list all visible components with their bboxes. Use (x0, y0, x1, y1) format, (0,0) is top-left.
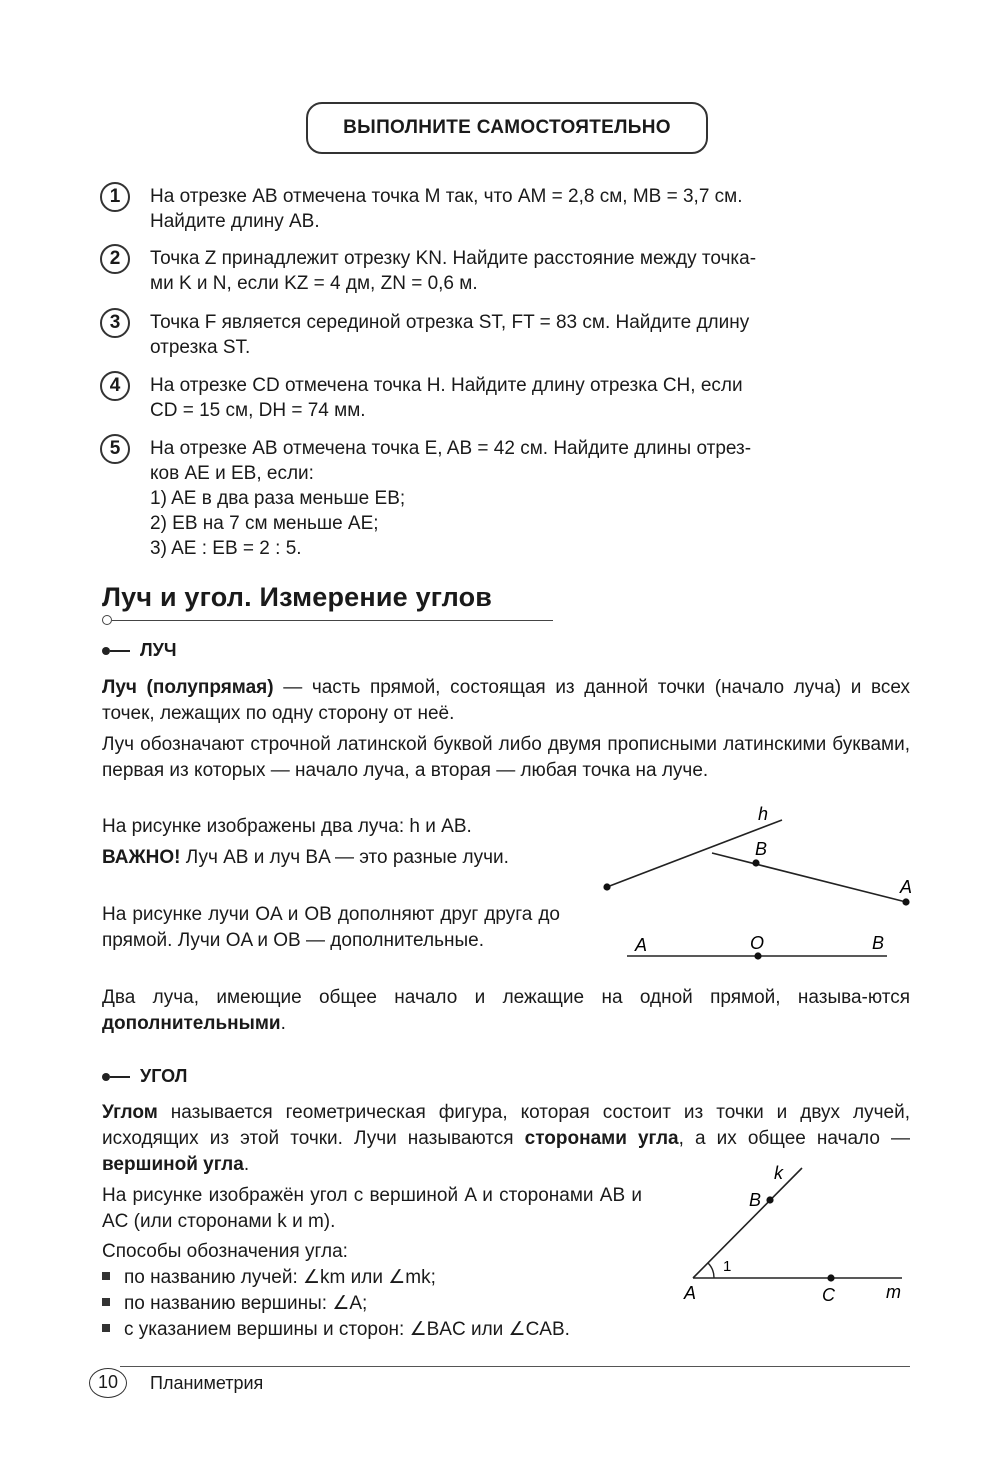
task-number: 3 (100, 308, 130, 338)
label-a2: A (635, 935, 648, 955)
task-2 (100, 246, 912, 296)
task-line: ков AE и EB, если: (150, 463, 314, 484)
task-number: 2 (100, 244, 130, 274)
label-m: m (886, 1282, 901, 1302)
ray-notation: Луч обозначают строчной латинской буквой либо двумя прописными латинскими буквами, первая из которых — начало луча, а вторая — любая точка на луче. (102, 734, 910, 781)
ray-k (693, 1168, 802, 1278)
task-subitem: 1) AE в два раза меньше EB; (150, 488, 406, 509)
label-a: A (684, 1283, 697, 1303)
way-text: по названию вершины: ∠A; (124, 1293, 368, 1314)
task-number: 5 (100, 434, 130, 464)
task-line: Найдите длину AB. (150, 211, 320, 232)
label-b: B (755, 839, 768, 859)
square-bullet-icon (102, 1324, 110, 1332)
section-title: Луч и угол. Измерение углов (102, 582, 493, 612)
complement-definition (102, 985, 910, 1037)
label-b2: B (872, 933, 885, 953)
important-text: Луч AB и луч BA — это разные лучи. (180, 847, 509, 868)
section-banner: ВЫПОЛНИТЕ САМОСТОЯТЕЛЬНО (306, 102, 708, 154)
task-line: На отрезке AB отмечена точка M так, что AM = 2,8 см, MB = 3,7 см. (150, 186, 743, 207)
way-text: с указанием вершины и сторон: ∠BAC или ∠CAB. (124, 1319, 570, 1340)
definition-text: — часть прямой, состоящая из данной точки (начало луча) и всех точек, лежащих по одну сторону от неё. (102, 677, 910, 724)
title-underline (112, 620, 553, 621)
point-c (827, 1274, 834, 1281)
footer-rule (120, 1366, 910, 1367)
task-subitem: 3) AE : EB = 2 : 5. (150, 538, 302, 559)
angle-way-item (102, 1265, 436, 1291)
term: Углом (102, 1102, 158, 1123)
definition-end: . (243, 1154, 250, 1175)
label-o: O (750, 933, 765, 953)
ray-figure-text: На рисунке изображены два луча: h и AB. (102, 816, 472, 837)
angle-ways-title: Способы обозначения угла: (102, 1241, 348, 1262)
label-angle-1: 1 (723, 1258, 732, 1275)
dash-icon (110, 650, 130, 652)
point-a (902, 898, 909, 905)
square-bullet-icon (102, 1272, 110, 1280)
task-line: Точка Z принадлежит отрезку KN. Найдите расстояние между точка- (150, 248, 757, 269)
definition-text: называется геометрическая фигура, которая состоит из точки и двух лучей, исходящих из этой точки. Лучи называются (102, 1102, 910, 1149)
angle-arc (708, 1263, 714, 1278)
label-a: A (900, 877, 913, 897)
task-line: Точка F является серединой отрезка ST, FT = 83 см. Найдите длину (150, 312, 750, 333)
task-5 (100, 436, 912, 561)
ray-complement-text: На рисунке лучи OA и OB дополняют друг друга до прямой. Лучи OA и OB — дополнительные. (102, 904, 560, 951)
dash-icon (110, 1076, 130, 1078)
task-1 (100, 184, 912, 234)
bullet-icon (102, 1073, 110, 1081)
task-line: ми K и N, если KZ = 4 дм, ZN = 0,6 м. (150, 273, 478, 294)
subheading-angle (102, 1066, 187, 1087)
important-label: ВАЖНО! (102, 847, 181, 868)
label-b: B (749, 1190, 762, 1210)
ray-important (102, 845, 560, 871)
point-b (752, 859, 759, 866)
footer-title: Планиметрия (150, 1373, 264, 1393)
way-text: по названию лучей: ∠km или ∠mk; (124, 1267, 436, 1288)
label-k: k (774, 1163, 783, 1183)
bullet-icon (102, 647, 110, 655)
ray-definition (102, 675, 910, 727)
page-number: 10 (89, 1368, 127, 1398)
angle-way-item (102, 1291, 367, 1317)
definition-end: . (280, 1013, 286, 1034)
title-underline-dot (102, 615, 112, 625)
ray-ab (712, 853, 906, 902)
term: вершиной угла (102, 1154, 244, 1175)
term: дополнительными (102, 1013, 281, 1034)
angle-way-item (102, 1317, 570, 1343)
task-line: На отрезке CD отмечена точка H. Найдите длину отрезка CH, если (150, 375, 743, 396)
square-bullet-icon (102, 1298, 110, 1306)
point-o (754, 952, 761, 959)
ray-h-origin (603, 883, 610, 890)
ray-figure (590, 795, 930, 970)
definition-text: Два луча, имеющие общее начало и лежащие на одной прямой, называ-ются (102, 987, 910, 1008)
task-line: отрезка ST. (150, 337, 251, 358)
angle-figure-text: На рисунке изображён угол с вершиной A и сторонами AB и AC (или сторонами k и m). (102, 1185, 642, 1232)
task-subitem: 2) EB на 7 см меньше AE; (150, 513, 379, 534)
definition-text: , а их общее начало — (678, 1128, 910, 1149)
label-c: C (822, 1285, 835, 1305)
subheading-ray (102, 640, 176, 661)
subheading-label: ЛУЧ (140, 640, 177, 660)
task-number: 4 (100, 371, 130, 401)
point-b (766, 1196, 773, 1203)
subheading-label: УГОЛ (140, 1066, 188, 1086)
task-4 (100, 373, 912, 423)
task-number: 1 (100, 182, 130, 212)
label-h: h (758, 804, 769, 824)
task-line: На отрезке AB отмечена точка E, AB = 42 см. Найдите длины отрез- (150, 438, 752, 459)
task-3 (100, 310, 912, 360)
term: сторонами угла (524, 1128, 679, 1149)
term: Луч (полупрямая) (102, 677, 274, 698)
task-line: CD = 15 см, DH = 74 мм. (150, 400, 366, 421)
angle-figure (670, 1158, 920, 1308)
